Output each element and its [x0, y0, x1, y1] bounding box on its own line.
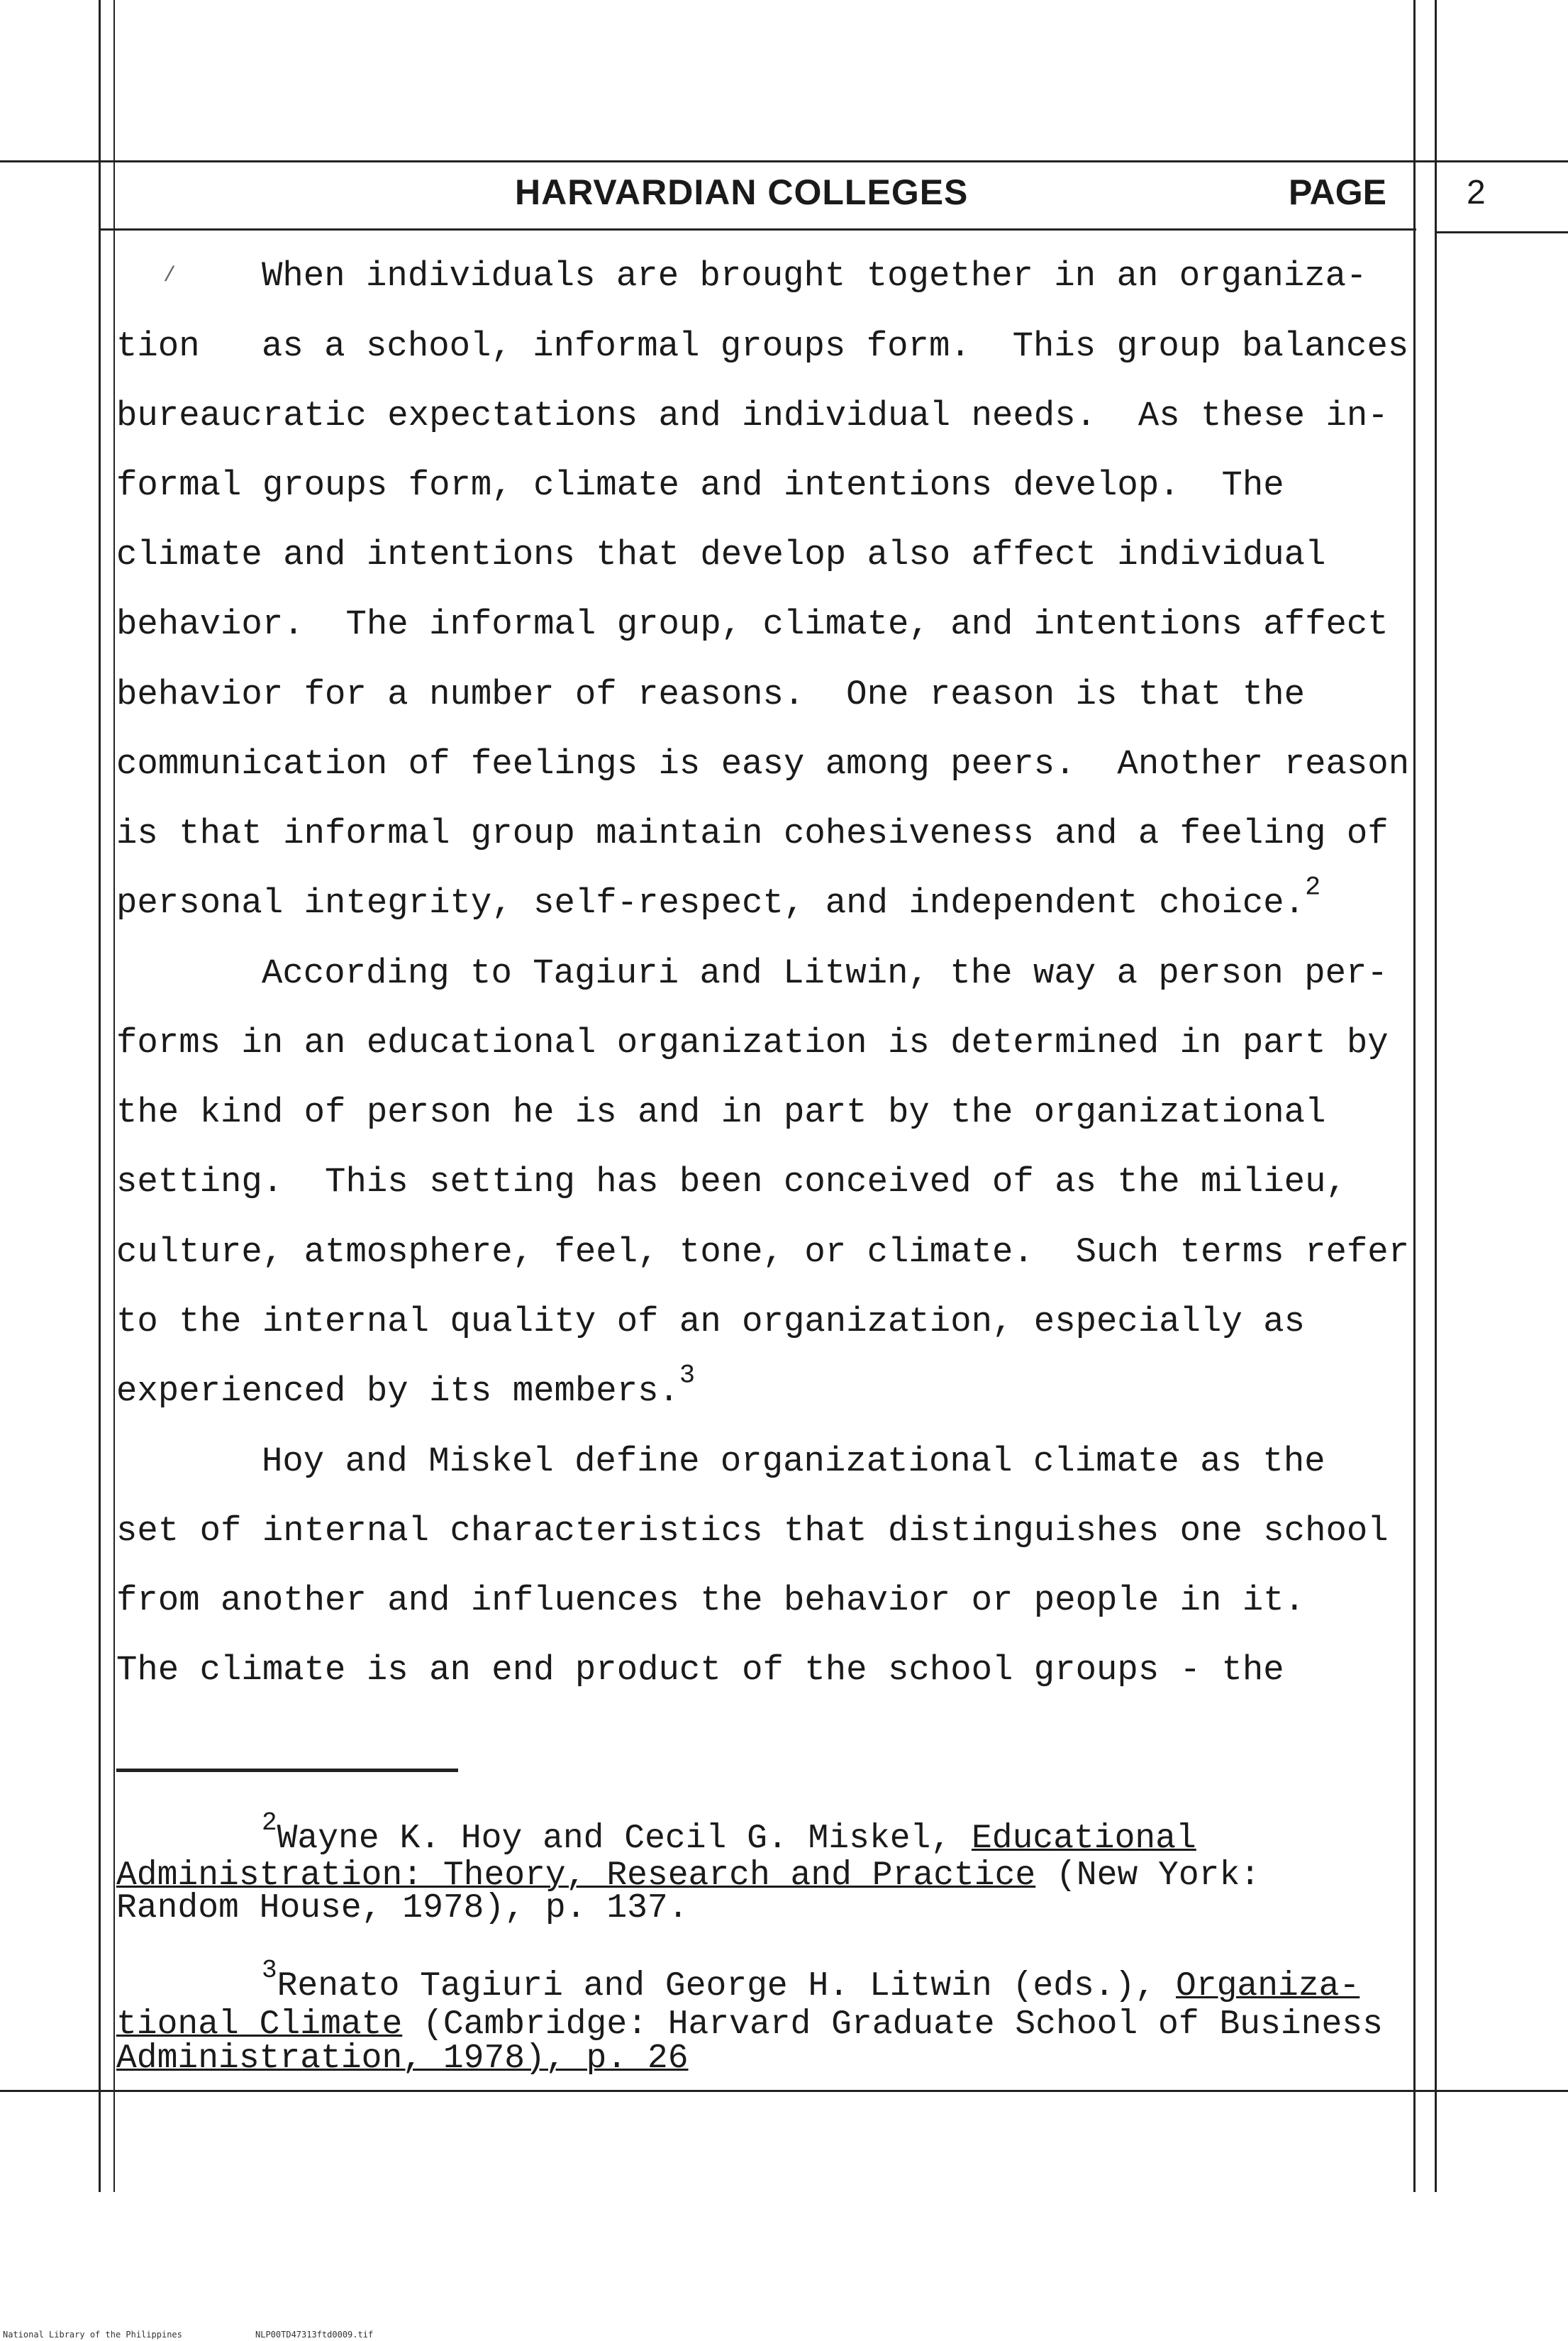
footnote-title: Educational: [971, 1820, 1196, 1858]
body-line: the kind of person he is and in part by the organizational: [116, 1092, 1326, 1132]
footnote-title: Administration: Theory, Research and Practice: [116, 1856, 1036, 1895]
footnote-ref: 2: [1305, 873, 1321, 903]
bottom-rule: [0, 2090, 1568, 2092]
page-title: HARVARDIAN COLLEGES: [515, 172, 969, 212]
body-line: communication of feelings is easy among peers. Another reason: [116, 744, 1410, 784]
body-text: experienced by its members.: [116, 1371, 679, 1411]
body-line: Hoy and Miskel define organizational climate as the: [262, 1441, 1325, 1481]
footnote-marker: 2: [262, 1808, 277, 1837]
body-line: setting. This setting has been conceived of as the milieu,: [116, 1162, 1347, 1202]
body-line: tion: [116, 326, 200, 366]
body-line: behavior. The informal group, climate, and intentions affect: [116, 604, 1389, 644]
header-bottom-rule: [101, 228, 1416, 231]
footnote-marker: 3: [262, 1955, 277, 1985]
footnote-ref: 3: [679, 1361, 695, 1391]
footnote-line: tional Climate (Cambridge: Harvard Graduate School of Business: [116, 2005, 1383, 2044]
footnote-title: tional Climate: [116, 2005, 403, 2044]
footnote-line: Administration: Theory, Research and Practice (New York:: [116, 1856, 1261, 1895]
footnote-line: Random House, 1978), p. 137.: [116, 1889, 689, 1927]
body-line: bureaucratic expectations and individual needs. As these in-: [116, 396, 1389, 436]
body-line: climate and intentions that develop also affect individual: [116, 535, 1326, 575]
stray-mark: /: [163, 264, 177, 288]
right-margin-rule-inner: [1435, 0, 1437, 2192]
right-margin-rule: [1413, 0, 1416, 2192]
left-margin-rule-outer: [113, 0, 115, 2192]
body-line: According to Tagiuri and Litwin, the way a person per-: [262, 953, 1388, 993]
body-line: [116, 1361, 695, 1411]
footnote-title: Organiza-: [1176, 1967, 1360, 2005]
body-line: forms in an educational organization is determined in part by: [116, 1023, 1389, 1063]
body-text: personal integrity, self-respect, and independent choice.: [116, 883, 1306, 923]
body-line: from another and influences the behavior or people in it.: [116, 1581, 1306, 1620]
body-line: culture, atmosphere, feel, tone, or climate. Such terms refer: [116, 1232, 1410, 1272]
header-top-rule: [0, 160, 1568, 162]
body-line: is that informal group maintain cohesiveness and a feeling of: [116, 814, 1389, 853]
footnote: $^2$Wayne K. Hoy and Cecil G. Miskel, Educational: [262, 1808, 1196, 1858]
body-line: When individuals are brought together in an organiza-: [262, 256, 1367, 296]
left-margin-rule: [99, 0, 101, 2192]
body-line: to the internal quality of an organization, especially as: [116, 1302, 1306, 1341]
footnote-separator: [116, 1769, 458, 1772]
scan-imprint-file: NLP00TD47313ftd0009.tif: [255, 2330, 374, 2340]
body-line: set of internal characteristics that distinguishes one school: [116, 1511, 1389, 1551]
scan-imprint-library: National Library of the Philippines: [3, 2330, 182, 2340]
body-line: [116, 873, 1321, 923]
body-line: as a school, informal groups form. This group balances: [262, 326, 1409, 366]
footnote: $^3$Renato Tagiuri and George H. Litwin (eds.), Organiza-: [262, 1955, 1360, 2005]
body-line: formal groups form, climate and intentions develop. The: [116, 465, 1284, 505]
page-number: 2: [1467, 174, 1486, 211]
header-bottom-rule-right: [1435, 231, 1568, 233]
page-label: PAGE: [1289, 172, 1386, 212]
footnote-line: Administration, 1978), p. 26: [116, 2040, 689, 2078]
body-line: The climate is an end product of the school groups - the: [116, 1650, 1284, 1690]
body-line: behavior for a number of reasons. One reason is that the: [116, 675, 1306, 714]
